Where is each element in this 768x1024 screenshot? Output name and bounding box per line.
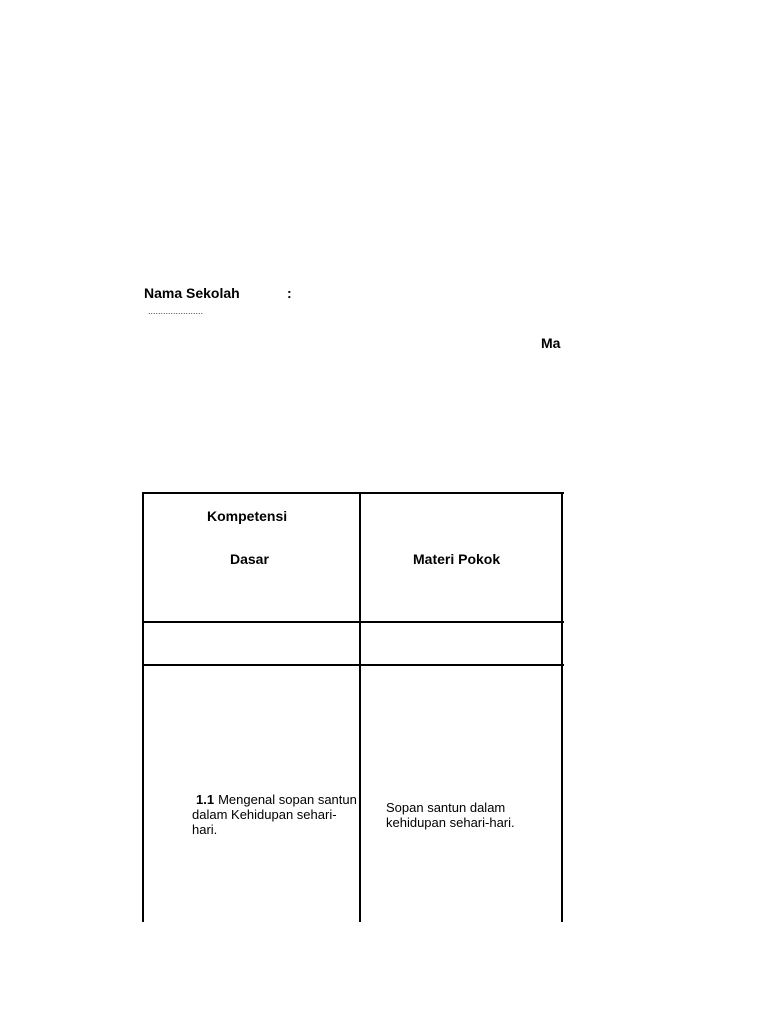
school-name-label: Nama Sekolah bbox=[144, 285, 240, 301]
table-row bbox=[192, 792, 357, 837]
kd-text: Mengenal sopan santun dalam Kehidupan sehari-hari. bbox=[192, 792, 357, 837]
school-name-value: ...................... bbox=[148, 306, 204, 316]
table-divider bbox=[142, 664, 564, 666]
column-header-kompetensi: Kompetensi bbox=[207, 508, 288, 524]
table-border-left bbox=[142, 492, 144, 922]
table-column-divider bbox=[359, 492, 361, 922]
materi-text: Sopan santun dalam kehidupan sehari-hari. bbox=[386, 800, 515, 830]
subject-label: Ma bbox=[541, 335, 561, 351]
column-header-materi-pokok: Materi Pokok bbox=[413, 551, 501, 567]
school-name-colon: : bbox=[287, 285, 292, 301]
column-header-dasar: Dasar bbox=[230, 551, 269, 567]
table-border-right bbox=[561, 492, 563, 922]
table-divider bbox=[142, 621, 564, 623]
table-border-top bbox=[142, 492, 564, 494]
kd-number: 1.1 bbox=[196, 792, 215, 807]
